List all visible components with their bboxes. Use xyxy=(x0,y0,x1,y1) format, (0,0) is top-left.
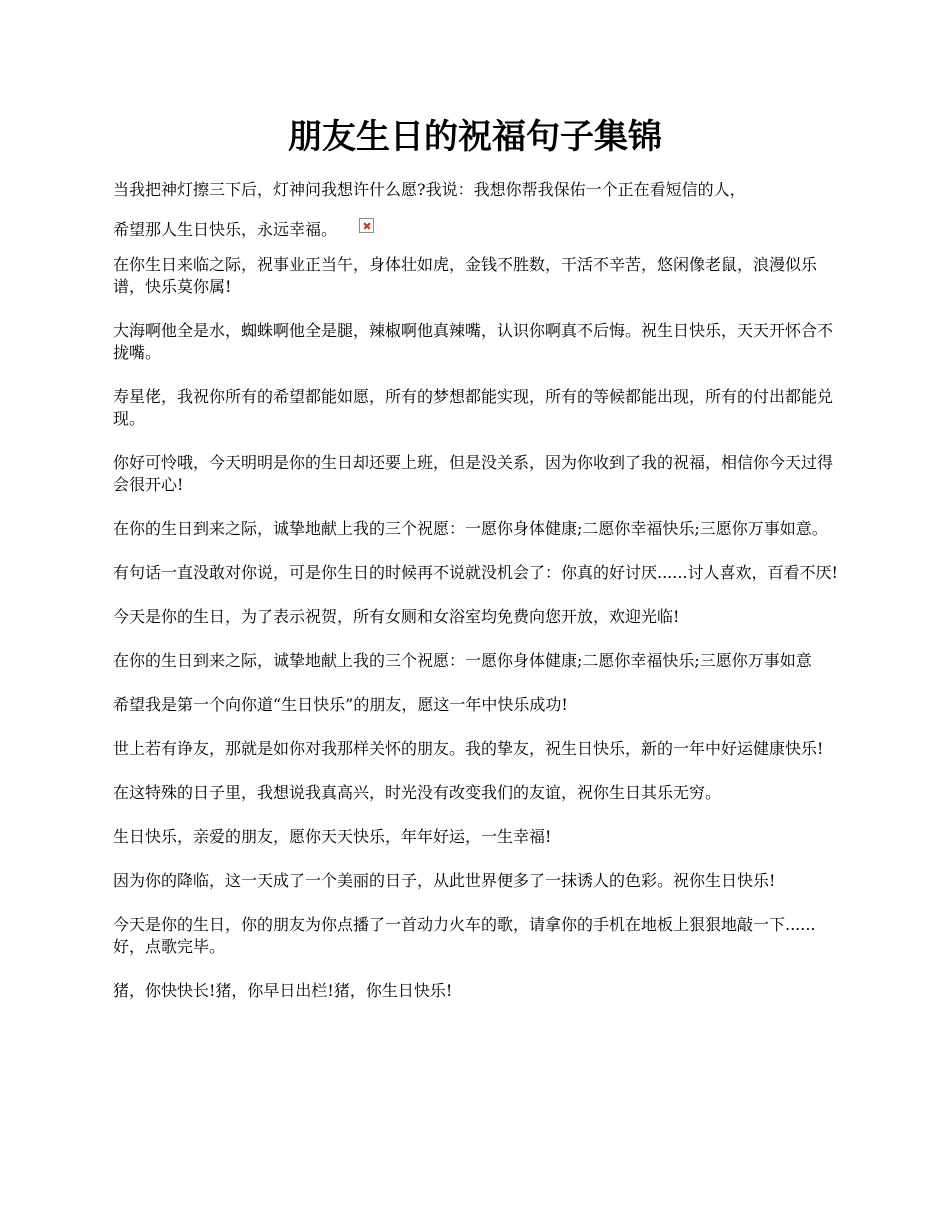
paragraph-13: 生日快乐，亲爱的朋友，愿你天天快乐，年年好运，一生幸福! xyxy=(113,827,552,846)
paragraph-1-line-2: 希望那人生日快乐，永远幸福。 xyxy=(113,220,338,239)
paragraph-1-line-1: 当我把神灯擦三下后，灯神问我想许什么愿?我说：我想你帮我保佑一个正在看短信的人， xyxy=(113,180,746,199)
document-body xyxy=(113,180,843,1024)
paragraph-8: 今天是你的生日，为了表示祝贺，所有女厕和女浴室均免费向您开放，欢迎光临! xyxy=(113,607,680,626)
paragraph-6: 在你的生日到来之际，诚挚地献上我的三个祝愿：一愿你身体健康;二愿你幸福快乐;三愿你万事如意。 xyxy=(113,519,828,538)
paragraph-14: 因为你的降临，这一天成了一个美丽的日子，从此世界便多了一抹诱人的色彩。祝你生日快乐! xyxy=(113,871,776,890)
page-title: 朋友生日的祝福句子集锦 xyxy=(288,117,662,157)
paragraph-2: 在你生日来临之际，祝事业正当午，身体壮如虎，金钱不胜数，干活不辛苦，悠闲像老鼠，浪漫似乐谱，快乐莫你属! xyxy=(113,255,818,296)
paragraph-7: 有句话一直没敢对你说，可是你生日的时候再不说就没机会了：你真的好讨厌......讨人喜欢，百看不厌! xyxy=(113,563,838,582)
paragraph-3: 大海啊他全是水，蜘蛛啊他全是腿，辣椒啊他真辣嘴，认识你啊真不后悔。祝生日快乐，天天开怀合不拢嘴。 xyxy=(113,321,834,362)
paragraph-5: 你好可怜哦，今天明明是你的生日却还要上班，但是没关系，因为你收到了我的祝福，相信你今天过得会很开心! xyxy=(113,453,834,494)
paragraph-16: 猪，你快快长!猪，你早日出栏!猪，你生日快乐! xyxy=(113,981,453,1000)
paragraph-12: 在这特殊的日子里，我想说我真高兴，时光没有改变我们的友谊，祝你生日其乐无穷。 xyxy=(113,783,722,802)
broken-image-icon xyxy=(359,218,374,233)
paragraph-10: 希望我是第一个向你道“生日快乐”的朋友，愿这一年中快乐成功! xyxy=(113,695,568,714)
paragraph-9: 在你的生日到来之际，诚挚地献上我的三个祝愿：一愿你身体健康;二愿你幸福快乐;三愿你万事如意 xyxy=(113,651,812,670)
paragraph-15: 今天是你的生日，你的朋友为你点播了一首动力火车的歌，请拿你的手机在地板上狠狠地敲一下......好，点歌完毕。 xyxy=(113,915,816,956)
paragraph-4: 寿星佬，我祝你所有的希望都能如愿，所有的梦想都能实现，所有的等候都能出现，所有的付出都能兑现。 xyxy=(113,387,834,428)
paragraph-1 xyxy=(113,170,843,250)
paragraph-11: 世上若有诤友，那就是如你对我那样关怀的朋友。我的挚友，祝生日快乐，新的一年中好运健康快乐! xyxy=(113,739,824,758)
